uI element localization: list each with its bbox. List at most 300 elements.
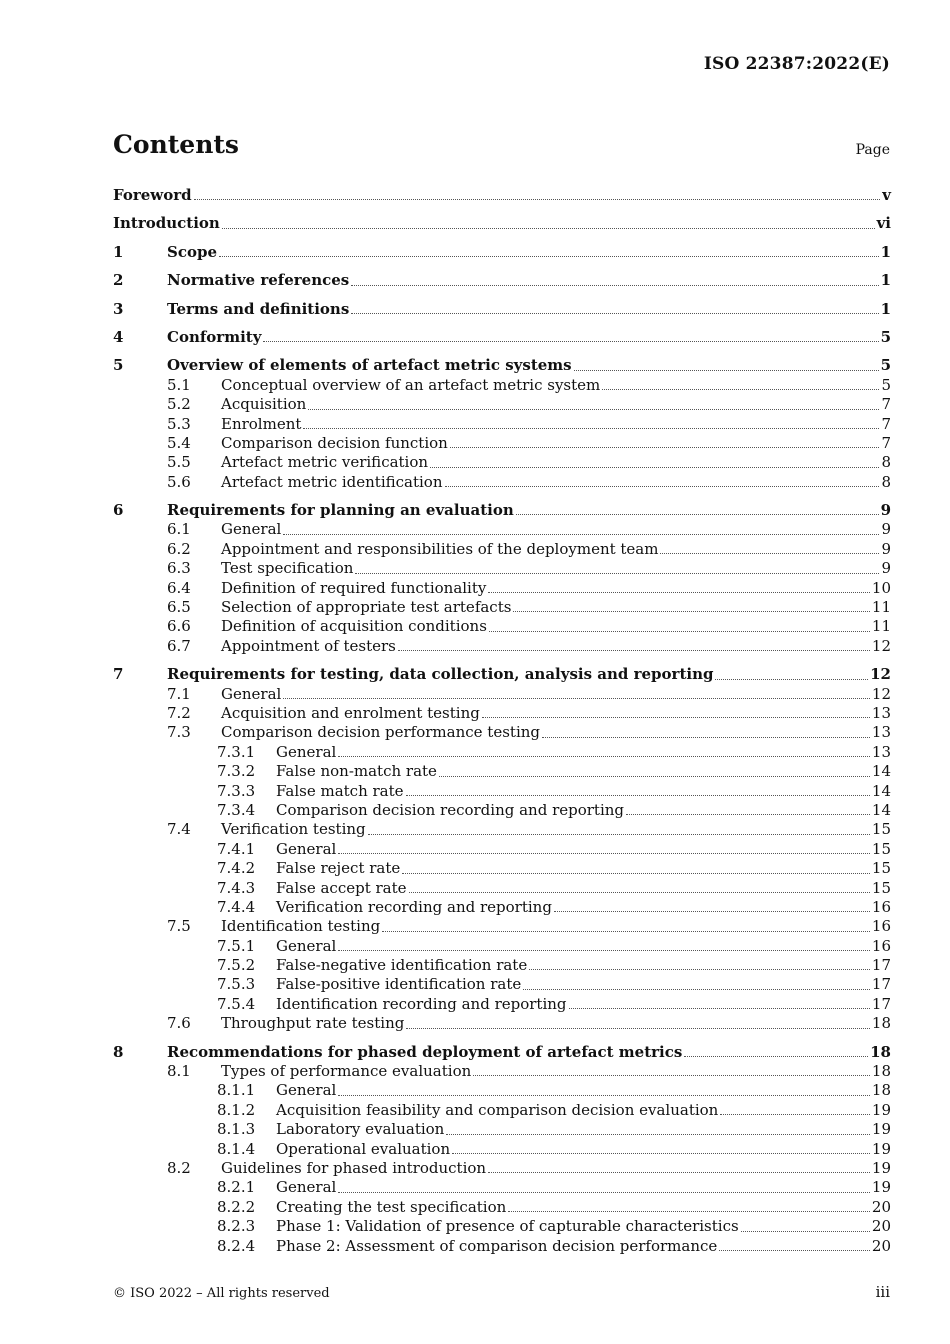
toc-entry-title: False-positive identification rate (276, 975, 522, 994)
toc-entry[interactable] (113, 598, 891, 617)
toc-entry-number: 7.4.2 (217, 859, 256, 878)
toc-entry-page: 18 (871, 1081, 891, 1100)
toc-entry-title: Identification recording and reporting (276, 994, 567, 1013)
toc-entry-number: 2 (113, 271, 124, 290)
toc-entry-line (276, 801, 891, 820)
toc-entry-page: 14 (871, 781, 891, 800)
toc-entry[interactable] (113, 300, 891, 319)
toc-entry-page: 5 (880, 356, 891, 375)
toc-entry-title: Conceptual overview of an artefact metric system (221, 375, 601, 394)
toc-entry-title: Identification testing (221, 917, 381, 936)
toc-entry-page: 10 (871, 578, 891, 597)
toc-entry-title: Enrolment (221, 414, 302, 433)
toc-entry-title: False-negative identification rate (276, 956, 528, 975)
toc-entry-line (276, 1140, 891, 1159)
toc-entry-title: General (276, 936, 337, 955)
toc-entry[interactable] (113, 937, 891, 956)
toc-entry-page: 15 (871, 878, 891, 897)
toc-entry-title: Artefact metric verification (221, 453, 429, 472)
toc-entry-number: 5.4 (167, 433, 191, 452)
toc-entry-number: 6.7 (167, 636, 191, 655)
toc-entry-page: 18 (870, 1042, 891, 1061)
toc-entry-page: 18 (871, 1062, 891, 1081)
toc-entry-number: 8.2 (167, 1158, 191, 1177)
toc-entry-title: Selection of appropriate test artefacts (221, 598, 512, 617)
toc-entry-title: Overview of elements of artefact metric systems (167, 356, 572, 375)
toc-entry-line (167, 243, 891, 262)
toc-entry-page: 14 (871, 800, 891, 819)
toc-entry-title: Recommendations for phased deployment of artefact metrics (167, 1042, 683, 1061)
document-id: ISO 22387:2022(E) (703, 54, 890, 74)
dot-leader (263, 341, 878, 342)
toc-entry[interactable] (113, 1043, 891, 1062)
toc-entry[interactable] (113, 917, 891, 936)
toc-entry-title: Verification testing (221, 820, 366, 839)
toc-entry-title: Test specification (221, 559, 354, 578)
toc-entry-page: 12 (871, 684, 891, 703)
toc-entry-number: 8.1.4 (217, 1139, 256, 1158)
toc-entry-number: 7.5.3 (217, 975, 256, 994)
toc-entry-page: 7 (881, 395, 891, 414)
toc-entry-page: 17 (871, 975, 891, 994)
dot-leader (523, 989, 870, 990)
toc-entry-line (276, 762, 891, 781)
toc-entry-title: Laboratory evaluation (276, 1120, 445, 1139)
toc-entry-line (276, 898, 891, 917)
toc-entry-line (276, 937, 891, 956)
dot-leader (338, 950, 870, 951)
toc-entry[interactable] (113, 879, 891, 898)
dot-leader (488, 592, 870, 593)
toc-entry-page: 7 (881, 414, 891, 433)
toc-entry-title: Appointment and responsibilities of the deployment team (221, 539, 659, 558)
toc-entry-number: 6.4 (167, 578, 191, 597)
toc-entry-number: 1 (113, 242, 124, 261)
dot-leader (283, 534, 879, 535)
toc-entry-line (167, 271, 891, 290)
toc-entry-line (276, 975, 891, 994)
dot-leader (338, 1095, 870, 1096)
toc-entry-number: 7.5.1 (217, 936, 256, 955)
toc-entry[interactable] (113, 1159, 891, 1178)
toc-entry-page: 20 (871, 1197, 891, 1216)
toc-entry-number: 3 (113, 299, 124, 318)
dot-leader (569, 1008, 870, 1009)
toc-entry-line (221, 434, 891, 453)
toc-entry-line (221, 617, 891, 636)
toc-entry-line (276, 743, 891, 762)
toc-entry-title: General (276, 1081, 337, 1100)
toc-entry[interactable] (113, 859, 891, 878)
dot-leader (222, 228, 875, 229)
toc-entry-title: Introduction (113, 214, 220, 233)
toc-entry-number: 7.3.1 (217, 742, 256, 761)
dot-leader (402, 873, 870, 874)
toc-entry[interactable] (113, 1198, 891, 1217)
toc-entry-number: 8.2.2 (217, 1197, 256, 1216)
toc-entry-line (221, 415, 891, 434)
toc-entry-line (221, 1159, 891, 1178)
toc-entry-line (276, 995, 891, 1014)
toc-entry[interactable] (113, 473, 891, 492)
copyright-notice: © ISO 2022 – All rights reserved (113, 1286, 330, 1301)
toc-entry-line (167, 300, 891, 319)
toc-entry-number: 5.5 (167, 453, 191, 472)
toc-entry-number: 7.5.2 (217, 956, 256, 975)
toc-entry-number: 7.4.4 (217, 897, 256, 916)
toc-entry-title: Throughput rate testing (221, 1014, 405, 1033)
toc-entry-line (113, 186, 891, 205)
toc-entry-page: 16 (871, 897, 891, 916)
toc-entry-number: 6.5 (167, 598, 191, 617)
toc-entry-number: 7.1 (167, 684, 191, 703)
toc-entry-page: 8 (881, 453, 891, 472)
dot-leader (368, 834, 870, 835)
toc-entry[interactable] (113, 1081, 891, 1100)
dot-leader (554, 911, 870, 912)
toc-entry-number: 7.3.2 (217, 762, 256, 781)
dot-leader (473, 1075, 870, 1076)
toc-entry-page: 19 (871, 1178, 891, 1197)
toc-entry-line (167, 328, 891, 347)
dot-leader (430, 467, 879, 468)
toc-entry-page: 19 (871, 1158, 891, 1177)
toc-entry-line (221, 704, 891, 723)
toc-entry-line (276, 879, 891, 898)
dot-leader (406, 1028, 870, 1029)
dot-leader (508, 1211, 870, 1212)
toc-entry[interactable] (113, 356, 891, 375)
toc-entry-line (276, 859, 891, 878)
toc-entry-page: 15 (871, 839, 891, 858)
toc-entry[interactable] (113, 376, 891, 395)
toc-entry-number: 7.5 (167, 917, 191, 936)
toc-entry[interactable] (113, 186, 891, 205)
toc-entry[interactable] (113, 782, 891, 801)
toc-entry-line (221, 685, 891, 704)
toc-entry-title: General (276, 742, 337, 761)
toc-entry-line (167, 356, 891, 375)
toc-entry-line (221, 1014, 891, 1033)
toc-entry-title: Phase 1: Validation of presence of capturable characteristics (276, 1217, 739, 1236)
dot-leader (338, 1192, 870, 1193)
toc-entry-number: 6 (113, 501, 124, 520)
toc-entry-page: 13 (871, 723, 891, 742)
toc-entry[interactable] (113, 704, 891, 723)
toc-entry-title: Creating the test specification (276, 1197, 507, 1216)
toc-entry-title: Comparison decision recording and reporting (276, 800, 625, 819)
toc-entry-number: 8.1 (167, 1062, 191, 1081)
dot-leader (529, 969, 870, 970)
toc-entry-number: 7.3.4 (217, 800, 256, 819)
toc-entry[interactable] (113, 1217, 891, 1236)
toc-entry-line (167, 1043, 891, 1062)
toc-entry-title: False reject rate (276, 859, 401, 878)
toc-entry[interactable] (113, 415, 891, 434)
toc-entry-line (221, 559, 891, 578)
toc-entry-line (276, 1198, 891, 1217)
toc-entry-page: 18 (871, 1014, 891, 1033)
dot-leader (715, 679, 868, 680)
toc-entry-line (276, 1178, 891, 1197)
toc-entry-number: 6.3 (167, 559, 191, 578)
toc-entry-number: 7.2 (167, 703, 191, 722)
dot-leader (513, 611, 869, 612)
toc-entry-line (221, 917, 891, 936)
toc-entry-title: Acquisition feasibility and comparison decision evaluation (276, 1100, 719, 1119)
dot-leader (574, 370, 879, 371)
toc-entry-page: 17 (871, 956, 891, 975)
toc-entry-number: 7.4.1 (217, 839, 256, 858)
toc-entry[interactable] (113, 579, 891, 598)
dot-leader (660, 553, 879, 554)
toc-entry[interactable] (113, 520, 891, 539)
toc-entry-page: 17 (871, 994, 891, 1013)
toc-entry-title: Normative references (167, 271, 350, 290)
toc-entry-number: 6.6 (167, 617, 191, 636)
toc-entry[interactable] (113, 975, 891, 994)
toc-entry[interactable] (113, 501, 891, 520)
dot-leader (439, 776, 870, 777)
toc-entry-number: 7.3.3 (217, 781, 256, 800)
toc-entry-number: 4 (113, 327, 124, 346)
toc-entry-page: 5 (881, 375, 891, 394)
toc-entry[interactable] (113, 820, 891, 839)
toc-entry-number: 6.2 (167, 539, 191, 558)
toc-entry-page: vi (876, 214, 891, 233)
dot-leader (542, 737, 870, 738)
dot-leader (303, 428, 879, 429)
toc-entry[interactable] (113, 271, 891, 290)
toc-entry[interactable] (113, 898, 891, 917)
toc-entry-title: Requirements for testing, data collection, analysis and reporting (167, 665, 714, 684)
dot-leader (452, 1153, 870, 1154)
toc-entry-page: 16 (871, 917, 891, 936)
toc-entry-line (276, 782, 891, 801)
toc-entry-line (221, 520, 891, 539)
toc-entry-title: Artefact metric identification (221, 472, 443, 491)
dot-leader (283, 698, 870, 699)
toc-entry[interactable] (113, 685, 891, 704)
toc-entry-number: 8.1.3 (217, 1120, 256, 1139)
toc-entry-number: 7.5.4 (217, 994, 256, 1013)
toc-entry[interactable] (113, 762, 891, 781)
dot-leader (409, 892, 870, 893)
toc-entry-line (276, 1120, 891, 1139)
toc-entry-line (221, 579, 891, 598)
toc-entry-title: Verification recording and reporting (276, 897, 552, 916)
toc-entry[interactable] (113, 723, 891, 742)
dot-leader (741, 1231, 870, 1232)
toc-entry-line (221, 473, 891, 492)
toc-entry-number: 5.3 (167, 414, 191, 433)
dot-leader (446, 1134, 870, 1135)
toc-entry-title: False match rate (276, 781, 404, 800)
toc-entry-line (276, 840, 891, 859)
toc-entry-title: Definition of acquisition conditions (221, 617, 487, 636)
toc-entry[interactable] (113, 559, 891, 578)
toc-entry-title: Definition of required functionality (221, 578, 487, 597)
toc-entry[interactable] (113, 1237, 891, 1256)
toc-entry-title: Conformity (167, 327, 262, 346)
toc-entry[interactable] (113, 328, 891, 347)
toc-entry-page: 1 (880, 271, 891, 290)
dot-leader (719, 1250, 870, 1251)
toc-entry-page: 9 (881, 559, 891, 578)
toc-entry-line (167, 665, 891, 684)
toc-entry[interactable] (113, 1140, 891, 1159)
toc-entry-number: 8.2.3 (217, 1217, 256, 1236)
toc-entry-page: 12 (870, 665, 891, 684)
toc-entry-page: 11 (871, 598, 891, 617)
toc-entry-page: 9 (880, 501, 891, 520)
toc-entry-title: False non-match rate (276, 762, 437, 781)
toc-entry-page: 13 (871, 742, 891, 761)
dot-leader (382, 931, 870, 932)
page-column-label: Page (855, 142, 890, 158)
toc-entry[interactable] (113, 214, 891, 233)
toc-entry-title: General (276, 1178, 337, 1197)
toc-entry-number: 7 (113, 665, 124, 684)
toc-entry[interactable] (113, 540, 891, 559)
toc-entry-line (221, 723, 891, 742)
toc-entry-title: General (221, 684, 282, 703)
dot-leader (338, 853, 870, 854)
toc-entry-page: 14 (871, 762, 891, 781)
dot-leader (338, 756, 870, 757)
toc-entry[interactable] (113, 840, 891, 859)
toc-entry[interactable] (113, 617, 891, 636)
dot-leader (602, 389, 879, 390)
toc-entry-title: Comparison decision performance testing (221, 723, 540, 742)
toc-entry[interactable] (113, 1178, 891, 1197)
toc-entry-title: General (221, 520, 282, 539)
toc-entry-number: 6.1 (167, 520, 191, 539)
toc-entry-title: Phase 2: Assessment of comparison decision performance (276, 1236, 718, 1255)
toc-entry-number: 5.1 (167, 375, 191, 394)
toc-entry-page: 19 (871, 1100, 891, 1119)
toc-entry-page: 20 (871, 1217, 891, 1236)
toc-entry-line (276, 1081, 891, 1100)
toc-entry-title: Types of performance evaluation (221, 1062, 472, 1081)
toc-entry-line (221, 637, 891, 656)
toc-entry-page: 19 (871, 1139, 891, 1158)
toc-entry-number: 5.6 (167, 472, 191, 491)
toc-entry-number: 8.1.1 (217, 1081, 256, 1100)
toc-entry-page: 9 (881, 539, 891, 558)
toc-entry[interactable] (113, 453, 891, 472)
toc-entry[interactable] (113, 995, 891, 1014)
toc-entry-line (276, 956, 891, 975)
toc-entry-page: 1 (880, 299, 891, 318)
toc-entry-line (221, 820, 891, 839)
toc-entry-title: False accept rate (276, 878, 407, 897)
toc-entry-line (221, 598, 891, 617)
dot-leader (626, 814, 870, 815)
dot-leader (482, 717, 870, 718)
toc-entry[interactable] (113, 1014, 891, 1033)
toc-entry[interactable] (113, 956, 891, 975)
toc-entry-number: 5 (113, 356, 124, 375)
toc-entry-line (221, 376, 891, 395)
toc-entry-page: 16 (871, 936, 891, 955)
toc-entry-page: v (882, 186, 891, 204)
toc-entry[interactable] (113, 665, 891, 684)
toc-entry-number: 8.2.1 (217, 1178, 256, 1197)
toc-entry[interactable] (113, 1120, 891, 1139)
dot-leader (489, 631, 870, 632)
toc-entry-page: 5 (880, 327, 891, 346)
toc-entry-number: 7.4 (167, 820, 191, 839)
dot-leader (351, 313, 878, 314)
toc-entry[interactable] (113, 637, 891, 656)
toc-entry-page: 19 (871, 1120, 891, 1139)
toc-entry-page: 13 (871, 703, 891, 722)
dot-leader (406, 795, 870, 796)
toc-entry-page: 11 (871, 617, 891, 636)
toc-entry-line (221, 1062, 891, 1081)
toc-entry-line (276, 1101, 891, 1120)
toc-entry-title: Appointment of testers (221, 636, 396, 655)
toc-entry-line (276, 1237, 891, 1256)
toc-entry-page: 15 (871, 859, 891, 878)
toc-entry-page: 1 (880, 242, 891, 261)
toc-entry-number: 8.1.2 (217, 1100, 256, 1119)
toc-entry-title: Operational evaluation (276, 1139, 451, 1158)
dot-leader (308, 409, 879, 410)
dot-leader (488, 1172, 870, 1173)
toc-entry-title: Acquisition (221, 395, 307, 414)
toc-entry[interactable] (113, 395, 891, 414)
dot-leader (720, 1114, 870, 1115)
toc-entry[interactable] (113, 1101, 891, 1120)
toc-entry[interactable] (113, 434, 891, 453)
toc-entry[interactable] (113, 801, 891, 820)
toc-entry-title: Requirements for planning an evaluation (167, 501, 514, 520)
toc-entry-line (167, 501, 891, 520)
page-title: Contents (113, 130, 240, 159)
dot-leader (194, 199, 881, 200)
toc-entry-number: 8 (113, 1042, 124, 1061)
toc-entry-page: 9 (881, 520, 891, 539)
toc-entry[interactable] (113, 743, 891, 762)
toc-entry-line (113, 214, 891, 233)
toc-entry-title: Guidelines for phased introduction (221, 1158, 487, 1177)
dot-leader (516, 514, 879, 515)
toc-entry-number: 7.6 (167, 1014, 191, 1033)
toc-entry[interactable] (113, 243, 891, 262)
page-number: iii (875, 1283, 890, 1301)
toc-entry-line (221, 395, 891, 414)
dot-leader (684, 1056, 868, 1057)
toc-entry-page: 7 (881, 433, 891, 452)
toc-entry-number: 5.2 (167, 395, 191, 414)
toc-entry-title: Scope (167, 242, 218, 261)
dot-leader (355, 573, 879, 574)
dot-leader (398, 650, 870, 651)
toc-entry-title: Terms and definitions (167, 299, 350, 318)
toc-entry-line (276, 1217, 891, 1236)
dot-leader (445, 486, 880, 487)
toc-entry-page: 8 (881, 472, 891, 491)
toc-entry[interactable] (113, 1062, 891, 1081)
toc-entry-title: Foreword (113, 186, 192, 204)
toc-entry-title: Comparison decision function (221, 433, 448, 452)
toc-entry-title: Acquisition and enrolment testing (221, 703, 480, 722)
dot-leader (351, 285, 878, 286)
toc-entry-number: 7.4.3 (217, 878, 256, 897)
table-of-contents (113, 186, 891, 1256)
